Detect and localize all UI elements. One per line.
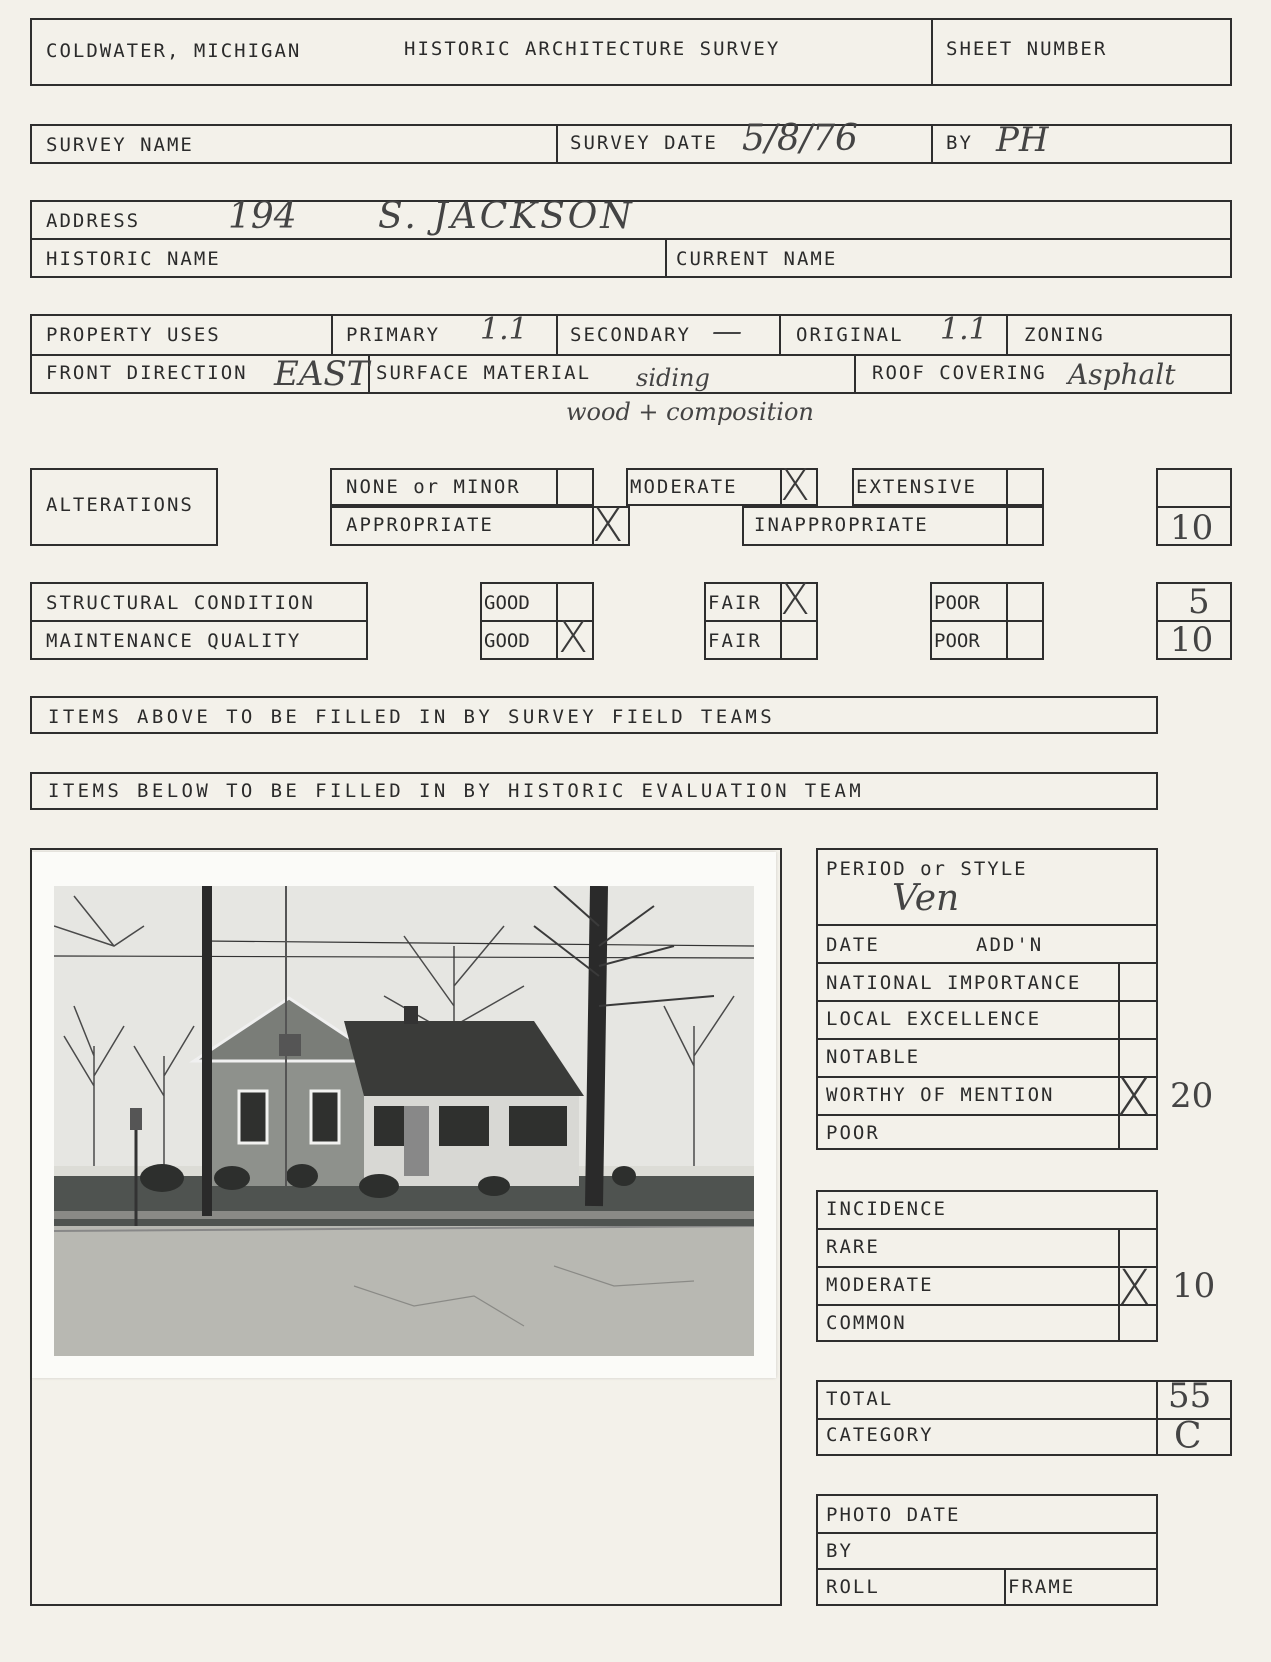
period-value: Ven bbox=[892, 878, 960, 919]
cl-div bbox=[30, 620, 368, 622]
front-direction-value: EAST bbox=[274, 354, 370, 394]
original-label: ORIGINAL bbox=[796, 324, 904, 346]
local-excellence-label: LOCAL EXCELLENCE bbox=[826, 1008, 1042, 1030]
pi-h1 bbox=[816, 1532, 1158, 1534]
form-title: HISTORIC ARCHITECTURE SURVEY bbox=[404, 38, 781, 60]
secondary-value: — bbox=[712, 314, 742, 349]
historic-name-label: HISTORIC NAME bbox=[46, 248, 221, 270]
primary-value: 1.1 bbox=[480, 312, 528, 347]
in-div bbox=[1006, 506, 1008, 546]
roll-label: ROLL bbox=[826, 1576, 880, 1598]
maintenance-fair: FAIR bbox=[708, 630, 762, 652]
original-value: 1.1 bbox=[940, 312, 988, 347]
photo-by-label: BY bbox=[826, 1540, 853, 1562]
nm-div bbox=[556, 468, 558, 506]
maintenance-quality-label: MAINTENANCE QUALITY bbox=[46, 630, 302, 652]
worthy-score: 20 bbox=[1170, 1076, 1214, 1116]
roof-covering-value: Asphalt bbox=[1068, 358, 1176, 391]
category-label: CATEGORY bbox=[826, 1424, 934, 1446]
alterations-score: 10 bbox=[1170, 508, 1214, 548]
poor-eval-label: POOR bbox=[826, 1122, 880, 1144]
pd-6 bbox=[854, 354, 856, 394]
structural-poor: POOR bbox=[934, 592, 980, 614]
address-label: ADDRESS bbox=[46, 210, 141, 232]
inappropriate-label: INAPPROPRIATE bbox=[754, 514, 929, 536]
structural-score: 5 bbox=[1188, 582, 1210, 622]
survey-divider-2 bbox=[931, 124, 933, 164]
extensive-label: EXTENSIVE bbox=[856, 476, 977, 498]
pr-v bbox=[1006, 582, 1008, 660]
period-label: PERIOD or STYLE bbox=[826, 858, 1028, 880]
zoning-label: ZONING bbox=[1024, 324, 1105, 346]
current-name-label: CURRENT NAME bbox=[676, 248, 838, 270]
to-h bbox=[816, 1418, 1232, 1420]
in-h3 bbox=[816, 1304, 1158, 1306]
in-h1 bbox=[816, 1228, 1158, 1230]
pd-3 bbox=[779, 314, 781, 354]
property-divider-h bbox=[30, 354, 1232, 356]
national-importance-label: NATIONAL IMPORTANCE bbox=[826, 972, 1082, 994]
address-divider-h bbox=[30, 238, 1232, 240]
survey-name-label: SURVEY NAME bbox=[46, 134, 194, 156]
address-street: S. JACKSON bbox=[378, 196, 635, 237]
surface-material-label: SURFACE MATERIAL bbox=[376, 362, 592, 384]
property-uses-label: PROPERTY USES bbox=[46, 324, 221, 346]
incidence-moderate-label: MODERATE bbox=[826, 1274, 934, 1296]
structural-condition-label: STRUCTURAL CONDITION bbox=[46, 592, 315, 614]
alterations-label: ALTERATIONS bbox=[46, 494, 194, 516]
notable-label: NOTABLE bbox=[826, 1046, 921, 1068]
header-divider bbox=[931, 18, 933, 86]
pe-h2 bbox=[816, 962, 1158, 964]
pe-h1 bbox=[816, 924, 1158, 926]
frame-label: FRAME bbox=[1008, 1576, 1076, 1598]
primary-label: PRIMARY bbox=[346, 324, 441, 346]
incidence-score: 10 bbox=[1172, 1266, 1216, 1306]
incidence-label: INCIDENCE bbox=[826, 1198, 947, 1220]
address-divider-v bbox=[665, 238, 667, 278]
note-above: ITEMS ABOVE TO BE FILLED IN BY SURVEY FIELD TEAMS bbox=[48, 706, 776, 728]
moderate-check: X bbox=[780, 460, 811, 511]
front-direction-label: FRONT DIRECTION bbox=[46, 362, 248, 384]
note-below: ITEMS BELOW TO BE FILLED IN BY HISTORIC EVALUATION TEAM bbox=[48, 780, 865, 802]
addn-label: ADD'N bbox=[976, 934, 1044, 956]
pi-v bbox=[1004, 1568, 1006, 1606]
survey-date-value: 5/8/76 bbox=[742, 118, 858, 159]
roof-covering-label: ROOF COVERING bbox=[872, 362, 1047, 384]
to-v bbox=[1156, 1380, 1158, 1456]
common-label: COMMON bbox=[826, 1312, 907, 1334]
maintenance-score: 10 bbox=[1170, 620, 1214, 660]
maintenance-poor: POOR bbox=[934, 630, 980, 652]
pd-1 bbox=[331, 314, 333, 354]
none-minor-label: NONE or MINOR bbox=[346, 476, 521, 498]
pe-h6 bbox=[816, 1114, 1158, 1116]
pd-2 bbox=[556, 314, 558, 354]
maintenance-good-check: X bbox=[558, 612, 589, 663]
total-label: TOTAL bbox=[826, 1388, 894, 1410]
address-number: 194 bbox=[228, 196, 297, 237]
structural-fair: FAIR bbox=[708, 592, 762, 614]
survey-by-value: PH bbox=[996, 120, 1049, 160]
pr-h bbox=[930, 620, 1044, 622]
total-value: 55 bbox=[1168, 1376, 1212, 1416]
pi-h2 bbox=[816, 1568, 1158, 1570]
house-photo-image bbox=[54, 886, 754, 1356]
house-photo bbox=[32, 852, 776, 1378]
incidence-moderate-check: X bbox=[1118, 1260, 1151, 1316]
structural-good: GOOD bbox=[484, 592, 530, 614]
pe-h4 bbox=[816, 1038, 1158, 1040]
surface-material-value2: wood + composition bbox=[566, 398, 814, 426]
date-label: DATE bbox=[826, 934, 880, 956]
moderate-label: MODERATE bbox=[630, 476, 738, 498]
city-label: COLDWATER, MICHIGAN bbox=[46, 40, 302, 62]
survey-date-label: SURVEY DATE bbox=[570, 132, 718, 154]
secondary-label: SECONDARY bbox=[570, 324, 691, 346]
pe-h3 bbox=[816, 1000, 1158, 1002]
ex-div bbox=[1006, 468, 1008, 506]
in-h2 bbox=[816, 1266, 1158, 1268]
appropriate-label: APPROPRIATE bbox=[346, 514, 494, 536]
structural-fair-check: X bbox=[780, 574, 811, 625]
survey-by-label: BY bbox=[946, 132, 973, 154]
photo-date-label: PHOTO DATE bbox=[826, 1504, 961, 1526]
category-value: C bbox=[1174, 1416, 1202, 1457]
pd-4 bbox=[1006, 314, 1008, 354]
rare-label: RARE bbox=[826, 1236, 880, 1258]
appropriate-check: X bbox=[592, 498, 624, 552]
sheet-number-label: SHEET NUMBER bbox=[946, 38, 1108, 60]
worthy-label: WORTHY OF MENTION bbox=[826, 1084, 1055, 1106]
pe-h5 bbox=[816, 1076, 1158, 1078]
survey-divider-1 bbox=[556, 124, 558, 164]
worthy-check: X bbox=[1116, 1068, 1152, 1128]
surface-material-value1: siding bbox=[636, 364, 710, 392]
maintenance-good: GOOD bbox=[484, 630, 530, 652]
